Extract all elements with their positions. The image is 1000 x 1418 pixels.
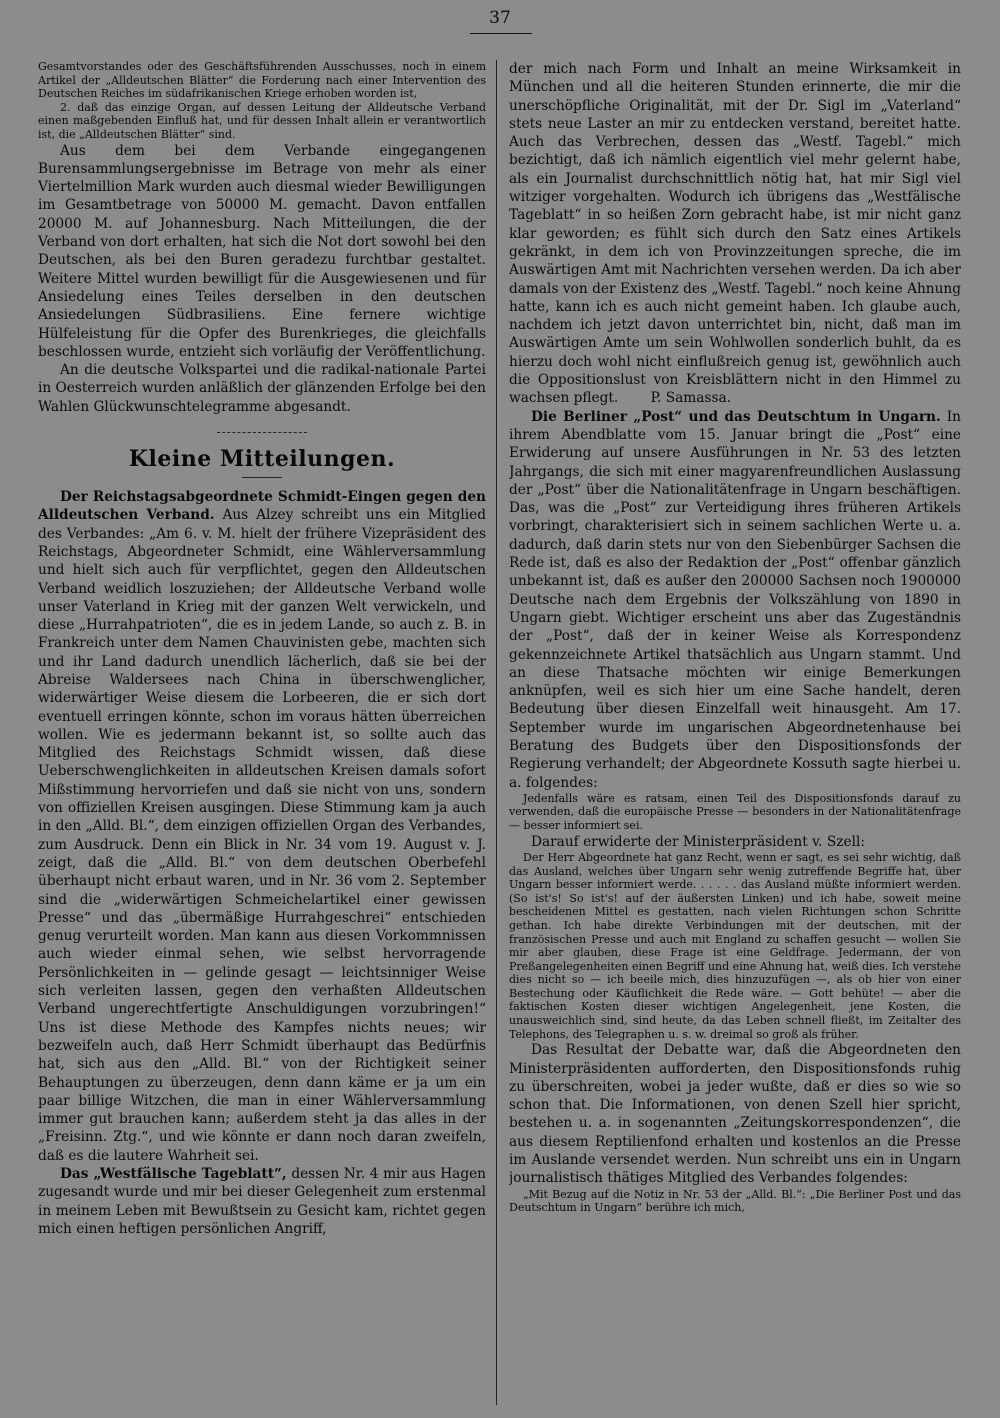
left-paragraph-2: 2. daß das einzige Organ, auf dessen Leitung der Alldeutsche Verband einen maßgebenden Einfluß hat, und für dessen Inhalt allein er verantwortlich ist, die „Alldeutschen Blätter“ sind.: [38, 100, 486, 141]
right-paragraph-1-text: der mich nach Form und Inhalt an meine Wirksamkeit in München und all die heiteren Stunden erinnerte, die mir die unerschöpfliche Originalität, mit der Dr. Sigl im „Vaterland“ stets neue Laster an mir zu entdecken verstand, bereitet hatte. Auch das Verbrechen, dessen das „Westf. Tagebl.“ mich bezichtigt, daß ich nämlich eigentlich viel mehr gelernt habe, als ein Journalist durchschnittlich nötig hat, hat mir Sigl viel witziger vorgehalten. Wodurch ich übrigens das „Westfälische Tageblatt“ in so heißen Zorn gebracht habe, ist mir nicht ganz klar geworden; es fühlt sich durch den Satz eines Artikels gekränkt, in dem ich von Provinzzeitungen spreche, die im Auswärtigen Amt mit Nachrichten versehen werden. Da ich aber damals von der Existenz des „Westf. Tagebl.“ noch keine Ahnung hatte, kann ich es auch nicht gemeint haben. Ich glaube auch, nachdem ich jetzt davon unterrichtet bin, nicht, daß man im Auswärtigen Amte um sein Wohlwollen sonderlich buhlt, da es hierzu doch wohl nicht einflußreich genug ist, gewöhnlich auch die Oppositionslust von Kreisblättern nicht in den Himmel zu wachsen pflegt.: [509, 61, 961, 407]
section-title: Kleine Mitteilungen.: [128, 446, 396, 473]
right-paragraph-1: [509, 60, 961, 408]
author-signature: P. Samassa.: [650, 390, 731, 407]
quote-szell: Der Herr Abgeordnete hat ganz Recht, wenn er sagt, es sei sehr wichtig, daß das Ausland, welches über Ungarn sehr wenig zutreffende Begriffe hat, über Ungarn besser informiert werde. . . . . . das Ausland müßte informiert werden. (So ist's! So ist's! auf der äußersten Linken) und ich habe, soweit meine bescheidenen Mittel es gestatten, nach vielen Richtungen schon Schritte gethan. Ich habe direkte Verbindungen mit der deutschen, mit der französischen Presse und auch mit England zu schaffen gesucht — wollen Sie mir aber glauben, diese Frage ist eine Geldfrage. Jedermann, der von Preßangelegenheiten einen Begriff und eine Ahnung hat, weiß dies. Ich verstehe dies nicht so — ich beeile mich, dies hinzuzufügen —, als ob hier von einer Bestechung oder Käuflichkeit die Rede wäre. — Gott behüte! — aber die faktischen Kosten dieser wichtigen Angelegenheit, jene Kosten, die unausweichlich sind, sind heute, da das Leben schnell fließt, im Zeitalter des Telephons, des Telegraphen u. s. w. dreimal so groß als früher.: [509, 850, 961, 1041]
right-column: [509, 60, 961, 1410]
quote-kossuth: Jedenfalls wäre es ratsam, einen Teil des Dispositionsfonds darauf zu verwenden, daß die europäische Presse — besonders in der Nationalitätenfrage — besser informiert sei.: [509, 791, 961, 833]
article-westfaelisches-tageblatt: [38, 1165, 486, 1238]
article-westfaelisches-heading: Das „Westfälische Tageblatt“,: [60, 1166, 287, 1182]
quote-member: „Mit Bezug auf die Notiz in Nr. 53 der „Alld. Bl.“: „Die Berliner Post und das Deutschtum in Ungarn“ berühre ich mich,: [509, 1187, 961, 1215]
column-divider: [496, 60, 497, 1405]
page-number-rule: [470, 33, 532, 34]
page-number: 37: [489, 8, 511, 28]
left-paragraph-4: An die deutsche Volkspartei und die radikal-nationale Partei in Oesterreich wurden anläßlich der glänzenden Erfolge bei den Wahlen Glückwunschtelegramme abgesandt.: [38, 362, 486, 415]
right-paragraph-szell: Darauf erwiderte der Ministerpräsident v. Szell:: [531, 833, 865, 850]
article-schmidt-heading: Der Reichstagsabgeordnete Schmidt-Eingen gegen den Alldeutschen Verband.: [38, 489, 486, 524]
article-berliner-post-body: In ihrem Abendblatte vom 15. Januar bringt die „Post“ eine Erwiderung auf unsere Ausführungen in Nr. 53 des letzten Jahrgangs, die sich mit einer magyarenfreundlichen Auslassung der „Post“ über die Nationalitätenfrage in Ungarn beschäftigen. Das, was die „Post“ zur Verteidigung ihres früheren Artikels vorbringt, charakterisiert sich in seinem sachlichen Werte u. a. dadurch, daß darin stets nur von den Siebenbürger Sachsen die Rede ist, daß es also der Redaktion der „Post“ offenbar gänzlich unbekannt ist, daß es außer den 200000 Sachsen noch 1900000 Deutsche nach dem Ergebnis der Volkszählung von 1890 in Ungarn giebt. Wichtiger erscheint uns aber das Zugeständnis der „Post“, daß der in keiner Weise als Korrespondenz gekennzeichnete Artikel thatsächlich aus Ungarn stammt. Und an diese Thatsache möchten wir einige Bemerkungen anknüpfen, weil es sich hier um eine Sache handelt, deren Bedeutung über diesen Einzelfall weit hinausgeht. Am 17. September wurde im ungarischen Abgeordnetenhause bei Beratung des Budgets über den Dispositionsfonds der Regierung verhandelt; der Abgeordnete Kossuth sagte hierbei u. a. folgendes:: [509, 408, 961, 791]
article-westfaelisches-body: dessen Nr. 4 mir aus Hagen zugesandt wurde und mir bei dieser Gelegenheit zum erstenmal in meinem Leben mit Bewußtsein zu Gesicht kam, richtet gegen mich einen heftigen persönlichen Angriff,: [38, 1166, 486, 1237]
article-schmidt-body: Aus Alzey schreibt uns ein Mitglied des Verbandes: „Am 6. v. M. hielt der frühere Vizepräsident des Reichstags, Abgeordneter Schmidt, eine Wählerversammlung und hielt sich auch für verpflichtet, gegen den Alldeutschen Verband weidlich loszuziehen; der Alldeutsche Verband wolle unser Vaterland in Krieg mit der ganzen Welt verwickeln, und diese „Hurrahpatrioten“, die es in jedem Lande, so auch z. B. in Frankreich unter dem Namen Chauvinisten gebe, machten sich und ihr Land dadurch unendlich lächerlich, daß sie bei der Abreise Waldersees nach China in überschwenglicher, widerwärtiger Weise diesem die Lorbeeren, die er sich dort eventuell erringen könnte, schon im voraus hätten überreichen wollen. Wie es jedermann bekannt ist, so sollte auch das Mitglied des Reichstags Schmidt wissen, daß diese Ueberschwenglichkeiten in alldeutschen Kreisen damals sofort Mißstimmung hervorriefen und daß sie nicht von uns, sondern von offiziellen Kreisen ausgingen. Diese Stimmung kam ja auch in den „Alld. Bl.“, dem einzigen offiziellen Organ des Verbandes, zum Ausdruck. Denn ein Blick in Nr. 34 vom 19. August v. J. zeigt, daß die „Alld. Bl.“ von dem deutschen Oberbefehl überhaupt nicht erbaut waren, und in Nr. 36 vom 2. September sind die „widerwärtigen Schmeichelartikel einer gewissen Presse“ und das „übermäßige Hurrahgeschrei“ entschieden genug verurteilt worden. Man kann aus diesen Vorkommnissen auch wieder einmal sehen, wie selbst hervorragende Persönlichkeiten in — gelinde gesagt — leichtsinniger Weise sich verleiten lassen, gegen den verhaßten Alldeutschen Verband ungerechtfertigte Anschuldigungen vorzubringen!“ Uns ist diese Methode des Kampfes nichts neues; wir bezweifeln auch, daß Herr Schmidt überhaupt das Bedürfnis hat, sich aus den „Alld. Bl.“ von der Richtigkeit seiner Behauptungen zu überzeugen, denn dann käme er ja um ein paar billige Witzchen, die man in einer Wählerversammlung immer gut brauchen kann; außerdem steht ja das alles in der „Freisinn. Ztg.“, und wie könnte er dann noch daran zweifeln, daß es die lautere Wahrheit sei.: [38, 507, 486, 1164]
article-schmidt: [38, 488, 486, 1165]
left-paragraph-1: Gesamtvorstandes oder des Geschäftsführenden Ausschusses, noch in einem Artikel der „Alldeutschen Blätter“ die Forderung nach einer Intervention des Deutschen Reiches im südafrikanischen Kriege erhoben worden ist,: [38, 60, 486, 101]
article-berliner-post: [509, 408, 961, 792]
article-berliner-post-heading: Die Berliner „Post“ und das Deutschtum in Ungarn.: [531, 408, 941, 425]
left-column: [38, 60, 486, 1410]
section-title-rule: [242, 477, 282, 478]
section-divider: [217, 432, 307, 433]
right-paragraph-result: Das Resultat der Debatte war, daß die Abgeordneten den Ministerpräsidenten aufforderten, den Dispositionsfonds ruhig zu überschreiten, wobei ja jeder wußte, daß er dies so wie so schon that. Die Informationen, von denen Szell hier spricht, bestehen u. a. in sogenannten „Zeitungskorrespondenzen“, die aus diesem Reptilienfond erhalten und kostenlos an die Presse im Auslande versendet werden. Nun schreibt uns ein in Ungarn journalistisch thätiges Mitglied des Verbandes folgendes:: [509, 1042, 961, 1187]
left-paragraph-3: Aus dem bei dem Verbande eingegangenen Burensammlungsergebnisse im Betrage von mehr als einer Viertelmillion Mark wurden auch diesmal wieder Bewilligungen im Gesamtbetrage von 50000 M. gemacht. Davon entfallen 20000 M. auf Johannesburg. Nach Mitteilungen, die der Verband von dort erhalten, hat sich die Not dort sowohl bei den Deutschen, als bei den Buren geradezu furchtbar gestaltet. Weitere Mittel wurden bewilligt für die Ausgewiesenen und für Ansiedelung eines Teiles derselben in den deutschen Ansiedelungen Südbrasiliens. Eine fernere wichtige Hülfeleistung für die Opfer des Burenkrieges, die gleichfalls beschlossen wurde, entzieht sich vorläufig der Veröffentlichung.: [38, 142, 486, 360]
